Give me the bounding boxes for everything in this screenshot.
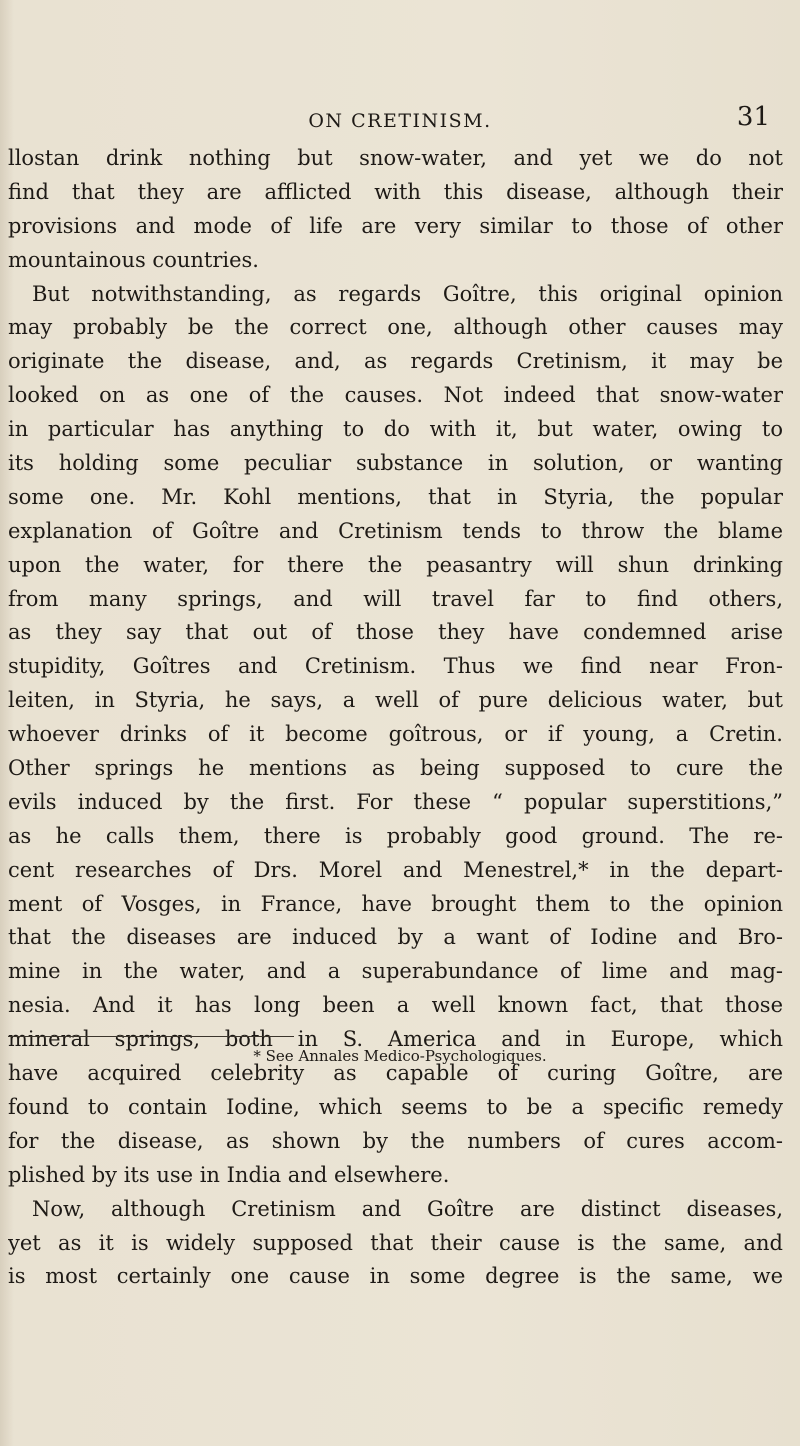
text-line: yet as it is widely supposed that their cause is the same, and [8, 1230, 783, 1255]
text-line: plished by its use in India and elsewhere. [8, 1162, 450, 1187]
text-line: as he calls them, there is probably good ground. The re- [8, 823, 783, 848]
text-line: mountainous countries. [8, 247, 259, 272]
text-line: explanation of Goître and Cretinism tends to throw the blame [8, 518, 783, 543]
page-number: 31 [736, 102, 770, 132]
text-line: mine in the water, and a superabundance of lime and mag- [8, 959, 783, 984]
text-line: upon the water, for there the peasantry will shun drinking [8, 552, 783, 577]
text-line: found to contain Iodine, which seems to be a specific remedy [8, 1094, 783, 1119]
text-line: nesia. And it has long been a well known fact, that those [8, 993, 783, 1018]
text-line: cent researches of Drs. Morel and Menestrel,* in the depart- [8, 857, 783, 882]
running-head [0, 102, 800, 142]
text-line: looked on as one of the causes. Not indeed that snow-water [8, 383, 783, 408]
text-line: originate the disease, and, as regards Cretinism, it may be [8, 349, 783, 374]
text-line: mineral springs, both in S. America and in Europe, which [8, 1027, 783, 1052]
text-line: from many springs, and will travel far to find others, [8, 586, 783, 611]
text-line: as they say that out of those they have condemned arise [8, 620, 783, 645]
text-line: whoever drinks of it become goîtrous, or if young, a Cretin. [8, 722, 783, 747]
text-line: is most certainly one cause in some degree is the same, we [8, 1264, 783, 1289]
body-text [8, 142, 783, 1294]
text-line: ment of Vosges, in France, have brought them to the opinion [8, 891, 783, 916]
text-line: leiten, in Styria, he says, a well of pure delicious water, but [8, 688, 783, 713]
text-line: But notwithstanding, as regards Goître, this original opinion [32, 281, 783, 306]
footnote: * See Annales Medico-Psychologiques. [253, 1047, 547, 1065]
text-line: for the disease, as shown by the numbers of cures accom- [8, 1128, 783, 1153]
text-line: Other springs he mentions as being supposed to cure the [8, 756, 783, 781]
text-line: may probably be the correct one, although other causes may [8, 315, 783, 340]
text-line: find that they are afflicted with this disease, although their [8, 179, 783, 204]
text-line: Now, although Cretinism and Goître are distinct diseases, [32, 1196, 783, 1221]
text-line: have acquired celebrity as capable of curing Goître, are [8, 1061, 783, 1086]
text-line: llostan drink nothing but snow-water, and yet we do not [8, 146, 783, 170]
running-title: ON CRETINISM. [308, 110, 492, 132]
text-line: evils induced by the first. For these “ popular superstitions,” [8, 789, 783, 814]
text-line: in particular has anything to do with it, but water, owing to [8, 417, 783, 442]
text-line: stupidity, Goîtres and Cretinism. Thus we find near Fron- [8, 654, 783, 679]
footnote-rule [8, 1036, 294, 1037]
text-line: some one. Mr. Kohl mentions, that in Styria, the popular [8, 484, 783, 509]
text-line: its holding some peculiar substance in solution, or wanting [8, 451, 783, 476]
text-line: provisions and mode of life are very similar to those of other [8, 213, 783, 238]
text-line: that the diseases are induced by a want of Iodine and Bro- [8, 925, 783, 950]
